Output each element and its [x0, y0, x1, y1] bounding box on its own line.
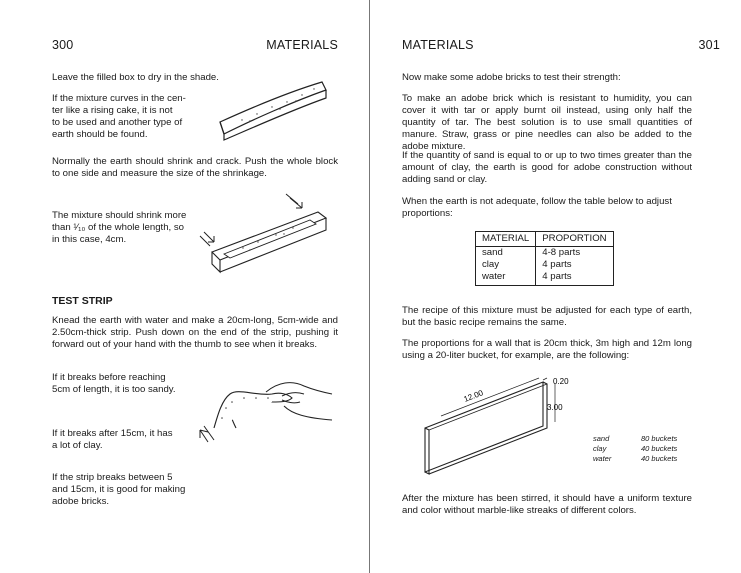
- paragraph-good: If the strip breaks between 5 and 15cm, it is good for making adobe bricks.: [52, 472, 186, 507]
- table-row: [476, 259, 614, 271]
- table-cell: 4 parts: [536, 271, 613, 286]
- table-cell: sand: [476, 247, 536, 260]
- paragraph: Leave the filled box to dry in the shade.: [52, 72, 219, 83]
- paragraph-shrink: The mixture should shrink more than ¹⁄₁₀ of the whole length, so in this case, 4cm.: [52, 210, 187, 245]
- proportion-table: [475, 231, 614, 286]
- paragraph: If the quantity of sand is equal to or up to two times greater than the amount of clay, the earth is good for adobe construction without adding sand or clay.: [402, 150, 692, 185]
- page-number: 301: [698, 38, 720, 52]
- curved-brick-illustration: [212, 76, 334, 144]
- table-header: MATERIAL: [476, 232, 536, 247]
- paragraph-curving: If the mixture curves in the cen- ter like a rising cake, it is not to be used and another type of earth should be found.: [52, 93, 186, 140]
- table-header: PROPORTION: [536, 232, 613, 247]
- legend-row: water 40 buckets: [593, 454, 678, 463]
- paragraph: When the earth is not adequate, follow the table below to adjust proportions:: [402, 196, 672, 219]
- table-row: [476, 271, 614, 286]
- table-header-row: [476, 232, 614, 247]
- bucket-legend: [593, 434, 677, 464]
- paragraph: Normally the earth should shrink and crack. Push the whole block to one side and measure the size of the shrinkage.: [52, 156, 338, 179]
- section-title: TEST STRIP: [52, 295, 113, 307]
- legend-row: clay 40 buckets: [593, 444, 678, 453]
- table-cell: clay: [476, 259, 536, 271]
- wall-thickness-label: 0.20: [553, 377, 569, 386]
- right-page: [371, 0, 741, 573]
- left-page: [0, 0, 370, 573]
- shrink-box-illustration: [198, 190, 338, 285]
- wall-illustration: [415, 372, 585, 482]
- running-header: MATERIALS: [266, 38, 338, 52]
- table-cell: 4 parts: [536, 259, 613, 271]
- wall-height-label: 3.00: [547, 403, 563, 412]
- paragraph-sandy: If it breaks before reaching 5cm of length, it is too sandy.: [52, 372, 176, 395]
- paragraph: The proportions for a wall that is 20cm thick, 3m high and 12m long using a 20-liter bucket, for example, are the following:: [402, 338, 692, 361]
- hand-strip-illustration: [196, 378, 338, 450]
- table-row: [476, 247, 614, 260]
- paragraph-clay: If it breaks after 15cm, it has a lot of clay.: [52, 428, 173, 451]
- paragraph: The recipe of this mixture must be adjusted for each type of earth, but the basic recipe remains the same.: [402, 305, 692, 328]
- table-cell: water: [476, 271, 536, 286]
- paragraph: After the mixture has been stirred, it should have a uniform texture and color without marble-like streaks of different colors.: [402, 493, 692, 516]
- legend-row: sand 80 buckets: [593, 434, 678, 443]
- paragraph: Now make some adobe bricks to test their strength:: [402, 72, 621, 83]
- running-header: MATERIALS: [402, 38, 474, 52]
- page-number: 300: [52, 38, 74, 52]
- paragraph: Knead the earth with water and make a 20cm-long, 5cm-wide and 2.50cm-thick strip. Push down on the end of the strip, pushing it forward out of your hand with the thumb to see when it breaks.: [52, 315, 338, 350]
- table-cell: 4-8 parts: [536, 247, 613, 260]
- paragraph: To make an adobe brick which is resistant to humidity, you can cover it with tar or apply burnt oil instead, using only half the quantity of tar. The best solution is to use small quantities of manure. Straw, grass or pine needles can also be added to the adobe mixture.: [402, 93, 692, 152]
- wall-length-label: 12.00: [462, 388, 485, 404]
